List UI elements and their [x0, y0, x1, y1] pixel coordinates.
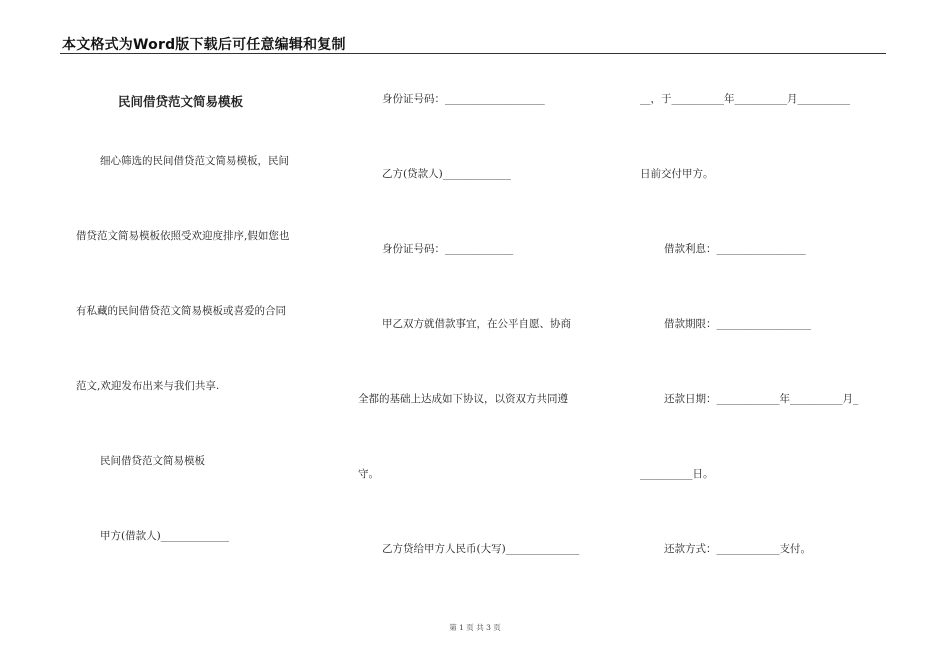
- col2-line-2: 乙方(贷款人)_____________: [382, 168, 511, 180]
- col2-line-1: 身份证号码：___________________: [382, 93, 545, 105]
- col2-line-5: 全都的基础上达成如下协议，以资双方共同遵: [358, 393, 568, 405]
- col1-line-1: 细心筛选的民间借贷范文简易模板，民间: [100, 155, 289, 167]
- col3-line-6: __________日。: [640, 468, 714, 480]
- col3-line-4: 借款期限：__________________: [664, 318, 811, 330]
- col2-line-7: 乙方贷给甲方人民币(大写)______________: [382, 543, 580, 555]
- col3-line-2: 日前交付甲方。: [640, 168, 714, 180]
- col2-line-4: 甲乙双方就借款事宜，在公平自愿、协商: [382, 318, 571, 330]
- col3-line-1: __，于__________年__________月__________: [640, 93, 850, 105]
- col1-line-4: 范文,欢迎发布出来与我们共享.: [76, 380, 220, 392]
- page-number: 第 1 页 共 3 页: [449, 623, 501, 632]
- document-title: 民间借贷范文简易模板: [118, 94, 244, 109]
- col3-line-7: 还款方式：____________支付。: [664, 543, 811, 555]
- col1-line-5: 民间借贷范文简易模板: [100, 455, 205, 467]
- col2-line-3: 身份证号码：_____________: [382, 243, 514, 255]
- col2-line-6: 守。: [358, 468, 379, 480]
- col1-line-3: 有私藏的民间借贷范文简易模板或喜爱的合同: [76, 305, 286, 317]
- col3-line-3: 借款利息：_________________: [664, 243, 806, 255]
- document-header-title: 本文格式为Word版下载后可任意编辑和复制: [62, 37, 346, 53]
- col1-line-2: 借贷范文简易模板依照受欢迎度排序,假如您也: [76, 230, 290, 242]
- col3-line-5: 还款日期：____________年__________月_: [664, 393, 859, 405]
- col1-line-6: 甲方(借款人)_____________: [100, 530, 229, 542]
- header-divider: [60, 53, 886, 54]
